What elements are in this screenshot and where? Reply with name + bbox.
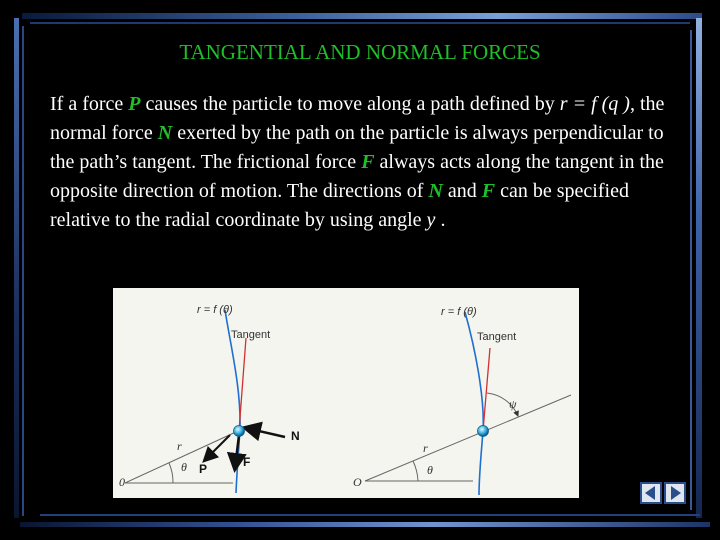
force-diagram-svg <box>113 288 579 498</box>
body-text-1: If a force <box>50 93 129 115</box>
right-psi-label: ψ <box>509 397 517 411</box>
left-diagram <box>119 304 300 493</box>
left-path-label: r = f (θ) <box>197 304 233 316</box>
right-theta-label: θ <box>427 463 433 477</box>
top-border-thin <box>30 22 690 24</box>
bottom-border-thin <box>40 514 700 516</box>
left-P-label: P <box>199 462 208 476</box>
var-N: N <box>157 122 173 144</box>
top-border <box>22 13 702 19</box>
body-text <box>50 90 680 235</box>
var-F: F <box>361 151 375 173</box>
left-theta-arc <box>169 463 173 483</box>
left-border <box>14 18 19 518</box>
right-radial-line <box>365 395 571 481</box>
left-tangent-line <box>239 338 246 431</box>
body-text-5: always acts along the tangent in the opposite direction of motion. The directions of <box>50 151 664 202</box>
right-particle <box>478 426 489 437</box>
var-N-2: N <box>428 180 443 202</box>
var-P: P <box>128 93 141 115</box>
right-diagram <box>353 306 571 495</box>
left-F-label: F <box>243 455 251 469</box>
left-N-arrow <box>246 428 285 437</box>
left-origin-label: 0 <box>119 475 125 489</box>
body-text-8: . <box>435 209 446 231</box>
body-text-2: causes the particle to move along a path defined by <box>140 93 560 115</box>
prev-slide-button[interactable] <box>640 482 662 504</box>
right-r-label: r <box>423 441 428 455</box>
left-tangent-label: Tangent <box>231 329 271 341</box>
triangle-left-icon <box>642 484 660 502</box>
right-theta-arc <box>413 461 418 481</box>
right-tangent-label: Tangent <box>477 331 517 343</box>
body-text-6: and <box>442 180 482 202</box>
next-slide-button[interactable] <box>664 482 686 504</box>
right-border-thin <box>690 30 692 510</box>
var-F-2: F <box>481 180 496 202</box>
left-theta-label: θ <box>181 460 187 474</box>
body-text-3: , the normal force <box>50 93 665 144</box>
equation: r = f (q ) <box>559 93 630 115</box>
bottom-border <box>20 522 710 527</box>
body-text-7: can be specified relative to the radial coordinate by using angle <box>50 180 629 231</box>
slide-title: TANGENTIAL AND NORMAL FORCES <box>179 40 541 64</box>
right-origin-label: O <box>353 475 362 489</box>
body-text-4: exerted by the path on the particle is always perpendicular to the path’s tangent. The frictional force <box>50 122 664 173</box>
left-particle <box>234 426 245 437</box>
var-y: y <box>426 209 436 231</box>
triangle-right-icon <box>666 484 684 502</box>
right-path-label: r = f (θ) <box>441 306 477 318</box>
right-border <box>696 18 702 518</box>
left-N-label: N <box>291 429 300 443</box>
left-r-label: r <box>177 439 182 453</box>
left-P-arrow <box>205 435 230 460</box>
right-tangent-line <box>483 348 490 431</box>
force-diagram <box>113 288 579 498</box>
left-border-thin <box>22 26 24 516</box>
